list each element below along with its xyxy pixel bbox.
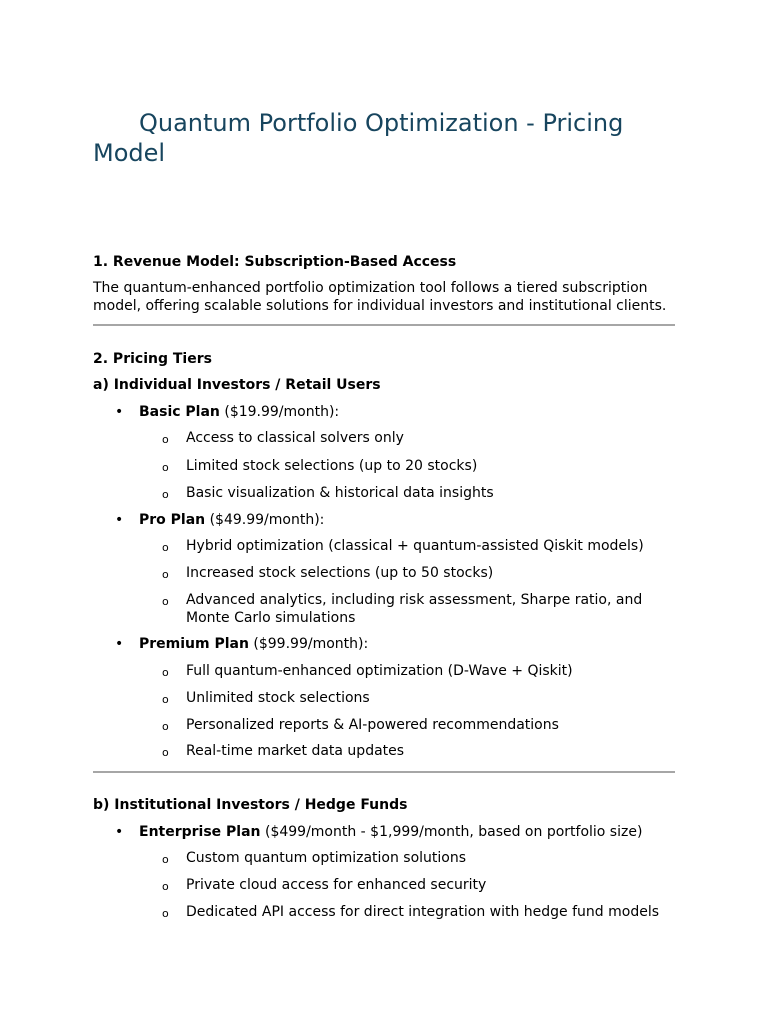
sub-bullet-icon: o xyxy=(162,720,169,733)
feature-text: Access to classical solvers only xyxy=(186,430,404,446)
sub-bullet-icon: o xyxy=(162,666,169,679)
sub-bullet-icon: o xyxy=(162,541,169,554)
plan-name: Premium Plan xyxy=(139,636,249,652)
feature-text: Advanced analytics, including risk assessment, Sharpe ratio, and Monte Carlo simulations xyxy=(186,592,643,626)
plan-price: ($19.99/month): xyxy=(224,404,340,420)
sub-bullet-icon: o xyxy=(162,488,169,501)
feature-text: Custom quantum optimization solutions xyxy=(186,850,467,866)
feature-text: Unlimited stock selections xyxy=(186,690,370,706)
sub-bullet-icon: o xyxy=(162,433,169,446)
sub-bullet-icon: o xyxy=(162,880,169,893)
bullet-icon: • xyxy=(115,404,124,420)
plan-price: ($99.99/month): xyxy=(253,636,369,652)
bullet-icon: • xyxy=(115,824,124,840)
bullet-icon: • xyxy=(115,636,124,652)
feature-text: Private cloud access for enhanced security xyxy=(186,877,487,893)
feature-text: Limited stock selections (up to 20 stocks) xyxy=(186,458,478,474)
sub-bullet-icon: o xyxy=(162,568,169,581)
sub-bullet-icon: o xyxy=(162,853,169,866)
sub-bullet-icon: o xyxy=(162,461,169,474)
sub-bullet-icon: o xyxy=(162,693,169,706)
section-heading-pricing-tiers: 2. Pricing Tiers xyxy=(93,351,212,367)
subheading-institutional-investors: b) Institutional Investors / Hedge Funds xyxy=(93,797,408,813)
section-heading-revenue-model: 1. Revenue Model: Subscription-Based Access xyxy=(93,254,457,270)
plan-name: Basic Plan xyxy=(139,404,220,420)
sub-bullet-icon: o xyxy=(162,746,169,759)
feature-text: Personalized reports & AI-powered recommendations xyxy=(186,717,559,733)
horizontal-rule xyxy=(93,771,675,773)
revenue-model-paragraph: The quantum-enhanced portfolio optimization tool follows a tiered subscription model, offering scalable solutions for individual investors and institutional clients. xyxy=(93,280,667,314)
feature-text: Full quantum-enhanced optimization (D-Wave + Qiskit) xyxy=(186,663,573,679)
feature-text: Basic visualization & historical data insights xyxy=(186,485,494,501)
bullet-icon: • xyxy=(115,512,124,528)
plan-name: Pro Plan xyxy=(139,512,206,528)
horizontal-rule xyxy=(93,324,675,326)
feature-text: Hybrid optimization (classical + quantum-assisted Qiskit models) xyxy=(186,538,644,554)
subheading-individual-investors: a) Individual Investors / Retail Users xyxy=(93,377,381,393)
document-title: Quantum Portfolio Optimization - Pricing Model xyxy=(93,109,624,167)
plan-price: ($499/month - $1,999/month, based on portfolio size) xyxy=(264,824,643,840)
sub-bullet-icon: o xyxy=(162,907,169,920)
plan-name: Enterprise Plan xyxy=(139,824,261,840)
feature-text: Dedicated API access for direct integration with hedge fund models xyxy=(186,904,660,920)
plan-price: ($49.99/month): xyxy=(209,512,325,528)
sub-bullet-icon: o xyxy=(162,595,169,608)
feature-text: Real-time market data updates xyxy=(186,743,405,759)
feature-text: Increased stock selections (up to 50 stocks) xyxy=(186,565,494,581)
